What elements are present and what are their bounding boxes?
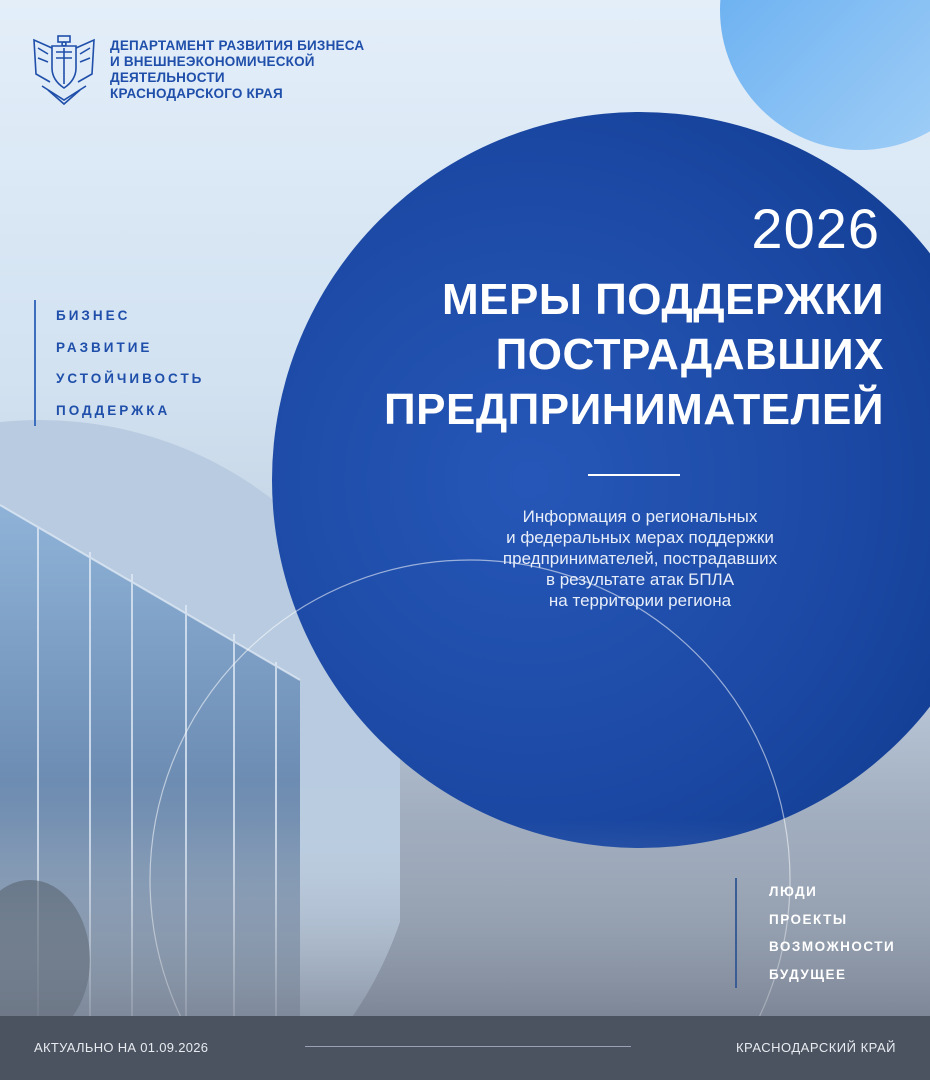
year-label: 2026 bbox=[751, 197, 880, 260]
region-label: КРАСНОДАРСКИЙ КРАЙ bbox=[735, 1040, 896, 1055]
department-name bbox=[110, 38, 364, 102]
keyword-people: ЛЮДИ bbox=[769, 884, 818, 899]
subtitle-line-4: в результате атак БПЛА bbox=[545, 570, 735, 589]
subtitle-line-5: на территории региона bbox=[548, 591, 732, 610]
title-line-1: МЕРЫ ПОДДЕРЖКИ bbox=[442, 275, 884, 324]
department-name-line-1: ДЕПАРТАМЕНТ РАЗВИТИЯ БИЗНЕСА bbox=[110, 38, 365, 53]
actuality-date: АКТУАЛЬНО НА 01.09.2026 bbox=[34, 1040, 209, 1055]
subtitle bbox=[440, 506, 840, 611]
footer-bar bbox=[0, 1016, 930, 1080]
department-name-line-2: И ВНЕШНЕЭКОНОМИЧЕСКОЙ bbox=[110, 54, 315, 69]
subtitle-line-1: Информация о региональных bbox=[522, 507, 758, 526]
keyword-future: БУДУЩЕЕ bbox=[769, 966, 847, 982]
subtitle-line-3: предпринимателей, пострадавших bbox=[502, 549, 778, 568]
page-title bbox=[384, 272, 884, 437]
title-line-3: ПРЕДПРИНИМАТЕЛЕЙ bbox=[384, 385, 884, 434]
department-name-line-4: КРАСНОДАРСКОГО КРАЯ bbox=[110, 86, 283, 101]
keyword-sustainability: УСТОЙЧИВОСТЬ bbox=[56, 371, 205, 386]
keyword-projects: ПРОЕКТЫ bbox=[769, 911, 848, 927]
keyword-development: РАЗВИТИЕ bbox=[56, 339, 153, 355]
keyword-business: БИЗНЕС bbox=[56, 308, 131, 323]
title-line-2: ПОСТРАДАВШИХ bbox=[495, 330, 884, 379]
light-blue-circle bbox=[720, 0, 930, 150]
right-keywords-list bbox=[735, 878, 895, 988]
left-keywords-list bbox=[34, 300, 204, 426]
department-name-line-3: ДЕЯТЕЛЬНОСТИ bbox=[110, 70, 225, 85]
title-divider bbox=[588, 474, 680, 476]
subtitle-line-2: и федеральных мерах поддержки bbox=[506, 528, 774, 547]
keyword-support: ПОДДЕРЖКА bbox=[56, 402, 171, 418]
krasnodar-coat-of-arms-icon bbox=[30, 34, 98, 106]
keyword-opportunities: ВОЗМОЖНОСТИ bbox=[769, 939, 896, 954]
footer-divider bbox=[305, 1046, 631, 1047]
department-logo bbox=[30, 34, 364, 106]
